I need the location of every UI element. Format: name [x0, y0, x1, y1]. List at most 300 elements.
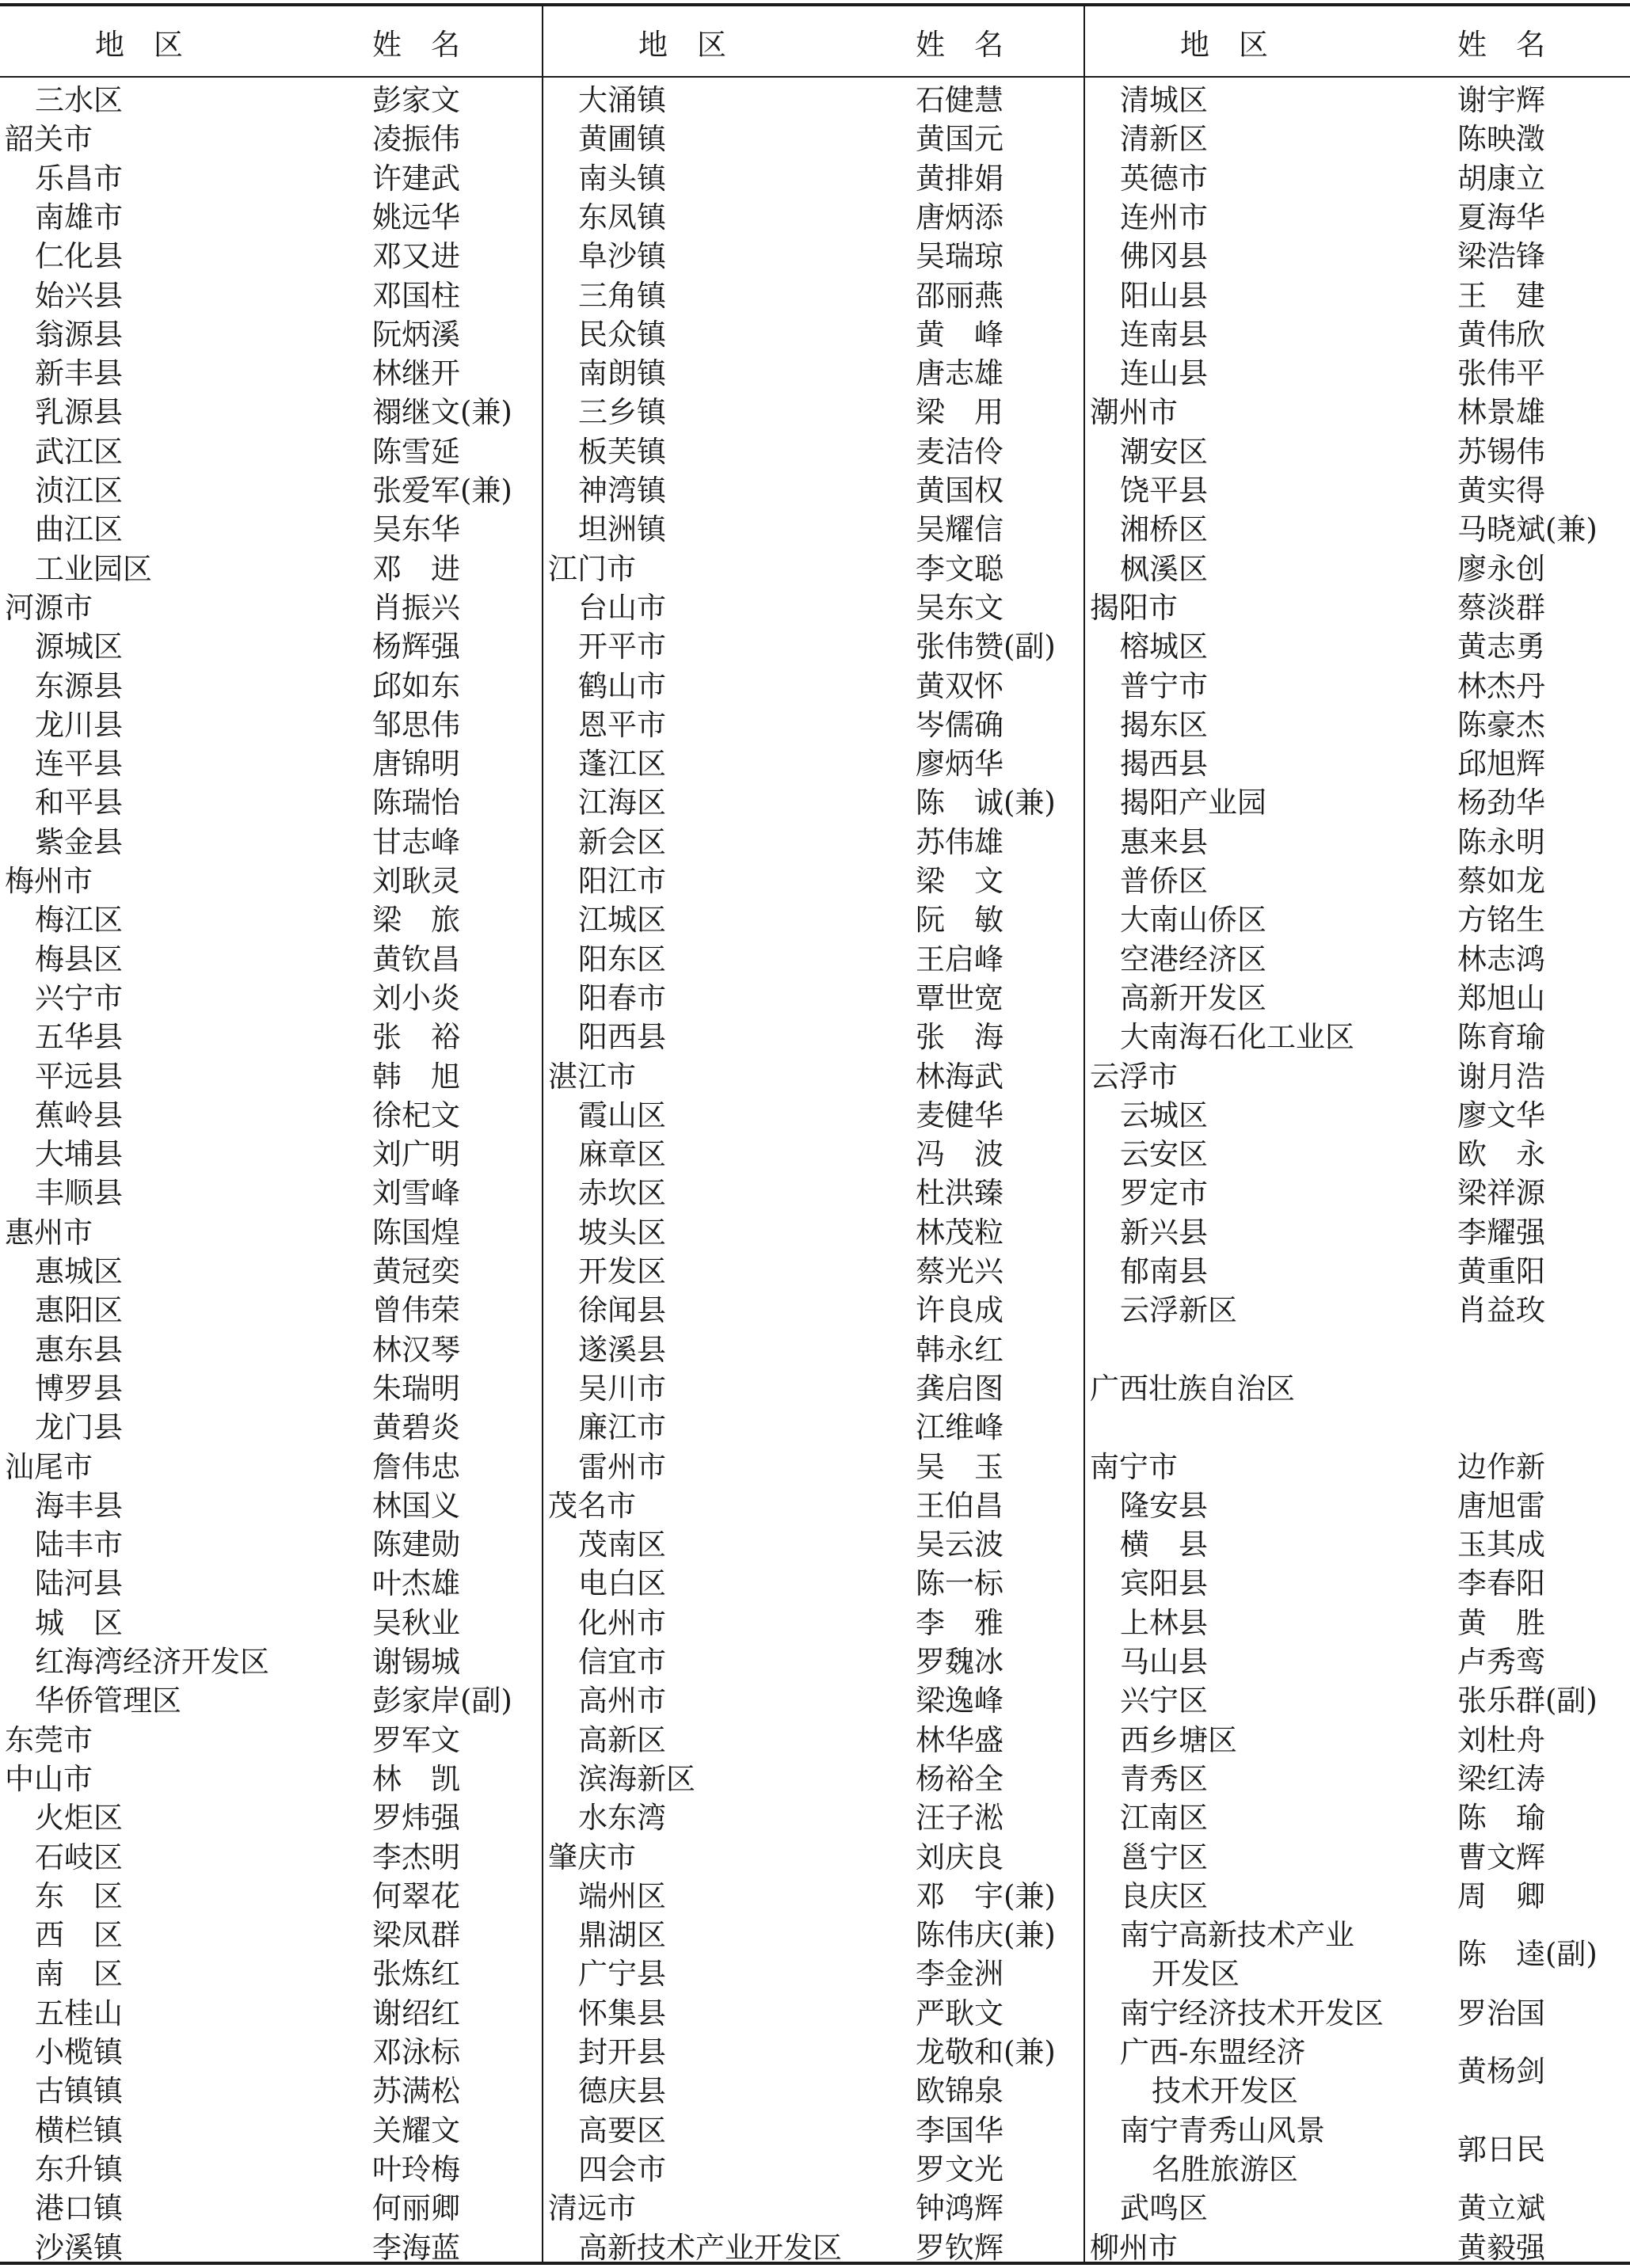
name-cell: 边作新 [1457, 1449, 1545, 1484]
table-row [1085, 900, 1627, 939]
region-cell: 武江区 [35, 434, 123, 469]
table-row [1085, 1096, 1627, 1135]
name-cell: 刘庆良 [916, 1840, 1004, 1874]
region-cell: 三水区 [35, 83, 123, 117]
table-row [543, 2150, 1085, 2189]
table-row [543, 1721, 1085, 1760]
name-cell: 邵丽燕 [916, 278, 1004, 313]
region-cell: 红海湾经济开发区 [35, 1645, 269, 1679]
region-cell: 佛冈县 [1120, 239, 1208, 274]
table-row [543, 1018, 1085, 1056]
region-cell: 蕉岭县 [35, 1098, 123, 1132]
name-cell: 何翠花 [372, 1878, 460, 1913]
name-cell: 彭家文 [372, 83, 460, 117]
table-row [543, 667, 1085, 706]
region-cell: 普侨区 [1120, 864, 1208, 898]
table-row [543, 1994, 1085, 2033]
table-row [0, 237, 542, 276]
name-cell: 唐炳添 [916, 200, 1004, 234]
table-row [1085, 1916, 1627, 1993]
table-row [543, 783, 1085, 822]
region-cell: 惠城区 [35, 1254, 123, 1288]
table-row [543, 2228, 1085, 2267]
name-cell: 苏伟雄 [916, 824, 1004, 859]
name-cell: 廖文华 [1457, 1098, 1545, 1132]
name-cell: 郑旭山 [1457, 980, 1545, 1015]
region-cell: 广西壮族自治区 [1090, 1371, 1295, 1406]
table-row [543, 1408, 1085, 1447]
region-line-continued: 名胜旅游区 [1152, 2152, 1298, 2186]
region-cell: 信宜市 [578, 1645, 666, 1679]
name-cell: 谢绍红 [372, 1996, 460, 2030]
table-row [0, 1213, 542, 1252]
name-cell: 陈育瑜 [1457, 1020, 1545, 1055]
name-cell: 黄冠奕 [372, 1254, 460, 1288]
table-row [0, 1642, 542, 1681]
table-row [1085, 979, 1627, 1018]
region-cell: 黄圃镇 [578, 122, 666, 157]
region-cell: 新兴县 [1120, 1215, 1208, 1250]
name-cell: 黄双怀 [916, 668, 1004, 703]
table-row [0, 900, 542, 939]
region-cell: 龙门县 [35, 1410, 123, 1445]
region-cell: 梅江区 [35, 903, 123, 938]
region-cell: 五华县 [35, 1020, 123, 1055]
region-cell: 西 区 [35, 1918, 123, 1953]
name-cell: 谢月浩 [1457, 1059, 1545, 1094]
name-header: 姓 名 [372, 28, 460, 62]
region-cell: 罗定市 [1120, 1176, 1208, 1211]
table-row [0, 1057, 542, 1096]
table-row [0, 432, 542, 471]
region-cell: 良庆区 [1120, 1878, 1208, 1913]
table-row [543, 276, 1085, 315]
table-row [543, 1174, 1085, 1212]
name-cell: 李耀强 [1457, 1215, 1545, 1250]
name-cell: 林志鸿 [1457, 942, 1545, 976]
region-cell: 小榄镇 [35, 2035, 123, 2069]
name-cell: 冯 波 [916, 1137, 1004, 1172]
name-cell: 邓国柱 [372, 278, 460, 313]
table-row [1085, 1213, 1627, 1252]
table-row [0, 744, 542, 783]
table-row [0, 1525, 542, 1564]
name-cell: 玉其成 [1457, 1528, 1545, 1562]
region-cell: 茂南区 [578, 1528, 666, 1562]
name-cell: 陈 逵(副) [1457, 1937, 1598, 1972]
region-cell: 龙川县 [35, 707, 123, 742]
region-cell: 云浮市 [1090, 1059, 1178, 1094]
region-cell: 霞山区 [578, 1098, 666, 1132]
region-cell: 惠州市 [5, 1215, 93, 1250]
name-cell: 梁逸峰 [916, 1684, 1004, 1718]
name-cell: 欧锦泉 [916, 2074, 1004, 2109]
name-cell: 黄毅强 [1457, 2230, 1545, 2265]
region-cell: 遂溪县 [578, 1332, 666, 1367]
name-cell: 彭家岸(副) [372, 1684, 512, 1718]
region-cell: 紫金县 [35, 824, 123, 859]
table-row [0, 1564, 542, 1603]
table-row [1085, 1057, 1627, 1096]
region-cell: 连山县 [1120, 356, 1208, 391]
region-cell: 潮州市 [1090, 395, 1178, 430]
table-row [0, 1954, 542, 1993]
name-cell: 李国华 [916, 2113, 1004, 2148]
name-cell: 林继开 [372, 356, 460, 391]
region-cell: 马山县 [1120, 1645, 1208, 1679]
table-row [0, 198, 542, 237]
table-row [543, 862, 1085, 900]
region-cell: 广宁县 [578, 1957, 666, 1992]
name-cell: 梁浩锋 [1457, 239, 1545, 274]
name-cell: 林景雄 [1457, 395, 1545, 430]
name-cell: 张爱军(兼) [372, 474, 512, 508]
name-cell: 黄排娟 [916, 161, 1004, 196]
region-cell: 郁南县 [1120, 1254, 1208, 1288]
name-cell: 唐旭雷 [1457, 1488, 1545, 1523]
name-cell: 陈 诚(兼) [916, 786, 1056, 820]
region-cell: 阳西县 [578, 1020, 666, 1055]
region-cell: 江城区 [578, 903, 666, 938]
region-cell: 韶关市 [5, 122, 93, 157]
region-cell: 阜沙镇 [578, 239, 666, 274]
region-cell: 南头镇 [578, 161, 666, 196]
name-cell: 关耀文 [372, 2113, 460, 2148]
table-row [0, 354, 542, 393]
name-cell: 周 卿 [1457, 1878, 1545, 1913]
table-row [1085, 1369, 1627, 1408]
name-cell: 李海蓝 [372, 2230, 460, 2265]
region-cell: 东 区 [35, 1878, 123, 1913]
table-row [0, 1604, 542, 1642]
region-cell: 汕尾市 [5, 1449, 93, 1484]
table-row [0, 1838, 542, 1877]
name-cell: 詹伟忠 [372, 1449, 460, 1484]
region-cell: 高新技术产业开发区 [578, 2230, 842, 2265]
name-cell: 汪子淞 [916, 1801, 1004, 1836]
table-row [0, 1408, 542, 1447]
table-row [0, 1798, 542, 1837]
table-row [543, 1330, 1085, 1369]
region-cell: 连州市 [1120, 200, 1208, 234]
name-cell: 黄国元 [916, 122, 1004, 157]
table-row [1085, 550, 1627, 588]
name-cell: 林华盛 [916, 1722, 1004, 1757]
table-row [543, 1135, 1085, 1174]
region-cell: 云浮新区 [1120, 1293, 1237, 1328]
table-row [543, 1877, 1085, 1916]
region-cell: 空港经济区 [1120, 942, 1266, 976]
table-row [0, 2189, 542, 2228]
table-row [543, 1681, 1085, 1720]
table-row [1085, 940, 1627, 979]
name-cell: 龚启图 [916, 1371, 1004, 1406]
region-cell: 清远市 [548, 2191, 636, 2226]
table-row [543, 1954, 1085, 1993]
table-row [0, 1760, 542, 1798]
name-cell: 陈建勋 [372, 1528, 460, 1562]
region-cell: 源城区 [35, 630, 123, 664]
name-cell: 阮 敏 [916, 903, 1004, 938]
name-cell: 钟鸿辉 [916, 2191, 1004, 2226]
region-cell: 江海区 [578, 786, 666, 820]
name-cell: 陈永明 [1457, 824, 1545, 859]
table-row [543, 1486, 1085, 1525]
table-row [1085, 1525, 1627, 1564]
name-cell: 黄国权 [916, 474, 1004, 508]
name-cell: 姚远华 [372, 200, 460, 234]
name-cell: 梁凤群 [372, 1918, 460, 1953]
table-row [1085, 1018, 1627, 1056]
region-cell: 陆河县 [35, 1566, 123, 1601]
table-row [0, 2228, 542, 2267]
name-cell: 严耿文 [916, 1996, 1004, 2030]
region-cell: 云城区 [1120, 1098, 1208, 1132]
region-cell: 揭阳产业园 [1120, 786, 1266, 820]
table-column-1 [0, 0, 542, 2268]
table-row [1085, 1838, 1627, 1877]
table-row [0, 862, 542, 900]
table-row [543, 1642, 1085, 1681]
table-row [543, 2072, 1085, 2110]
table-row [543, 198, 1085, 237]
region-cell: 东凤镇 [578, 200, 666, 234]
region-cell: 三乡镇 [578, 395, 666, 430]
region-cell: 枫溪区 [1120, 551, 1208, 586]
region-cell: 西乡塘区 [1120, 1722, 1237, 1757]
region-cell: 南宁经济技术开发区 [1120, 1996, 1384, 2030]
region-cell: 工业园区 [35, 551, 152, 586]
table-row [1085, 120, 1627, 158]
name-cell: 吴秋业 [372, 1605, 460, 1640]
name-cell: 陈豪杰 [1457, 707, 1545, 742]
table-row [1085, 2228, 1627, 2267]
name-cell: 吴 玉 [916, 1449, 1004, 1484]
region-cell: 阳春市 [578, 980, 666, 1015]
table-row [543, 159, 1085, 198]
table-row [0, 2111, 542, 2150]
region-cell: 东升镇 [35, 2152, 123, 2186]
table-row [0, 1330, 542, 1369]
region-cell: 宾阳县 [1120, 1566, 1208, 1601]
name-cell: 黄 胜 [1457, 1605, 1545, 1640]
name-cell: 岑儒确 [916, 707, 1004, 742]
region-cell: 普宁市 [1120, 668, 1208, 703]
name-cell: 罗军文 [372, 1722, 460, 1757]
region-cell: 火炬区 [35, 1801, 123, 1836]
name-cell: 谢锡城 [372, 1645, 460, 1679]
name-cell: 吴瑞琼 [916, 239, 1004, 274]
name-cell: 阮炳溪 [372, 317, 460, 352]
table-row [0, 823, 542, 862]
region-cell: 横栏镇 [35, 2113, 123, 2148]
table-column-3 [1085, 0, 1627, 2268]
region-cell: 大涌镇 [578, 83, 666, 117]
name-cell: 邹思伟 [372, 707, 460, 742]
name-cell: 徐杞文 [372, 1098, 460, 1132]
name-cell: 刘耿灵 [372, 864, 460, 898]
table-row [0, 393, 542, 432]
name-cell: 韩 旭 [372, 1059, 460, 1094]
table-row [543, 1291, 1085, 1330]
table-row [0, 783, 542, 822]
region-cell: 湘桥区 [1120, 512, 1208, 547]
region-cell: 兴宁市 [35, 980, 123, 1015]
table-row [1085, 1798, 1627, 1837]
table-row [0, 1369, 542, 1408]
name-cell: 欧 永 [1457, 1137, 1545, 1172]
table-row [0, 1486, 542, 1525]
name-cell: 邓又进 [372, 239, 460, 274]
name-cell: 方铭生 [1457, 903, 1545, 938]
name-cell: 许良成 [916, 1293, 1004, 1328]
region-cell: 南 区 [35, 1957, 123, 1992]
region-cell [1120, 2111, 1325, 2189]
table-row [1085, 1330, 1627, 1369]
region-cell: 曲江区 [35, 512, 123, 547]
name-cell: 肖振兴 [372, 590, 460, 625]
name-cell: 黄钦昌 [372, 942, 460, 976]
region-cell [1120, 2033, 1306, 2110]
region-cell: 仁化县 [35, 239, 123, 274]
name-cell: 梁红涛 [1457, 1761, 1545, 1796]
name-cell: 蔡光兴 [916, 1254, 1004, 1288]
name-cell: 吴耀信 [916, 512, 1004, 547]
table-row [0, 1877, 542, 1916]
table-row [0, 1721, 542, 1760]
name-cell: 麦健华 [916, 1098, 1004, 1132]
region-cell: 高要区 [578, 2113, 666, 2148]
region-header: 地 区 [1180, 28, 1268, 62]
region-cell: 连南县 [1120, 317, 1208, 352]
name-cell: 廖永创 [1457, 551, 1545, 586]
name-cell: 张 海 [916, 1020, 1004, 1055]
region-cell: 陆丰市 [35, 1528, 123, 1562]
name-cell: 陈 瑜 [1457, 1801, 1545, 1836]
region-cell: 石岐区 [35, 1840, 123, 1874]
table-row [1085, 1135, 1627, 1174]
table-row [543, 1916, 1085, 1954]
table-row [1085, 1564, 1627, 1603]
name-cell: 林杰丹 [1457, 668, 1545, 703]
region-cell: 恩平市 [578, 707, 666, 742]
table-row [543, 588, 1085, 627]
name-cell: 王伯昌 [916, 1488, 1004, 1523]
region-cell: 德庆县 [578, 2074, 666, 2109]
name-cell: 甘志峰 [372, 824, 460, 859]
table-row [543, 1057, 1085, 1096]
table-row [543, 2033, 1085, 2072]
region-cell: 兴宁区 [1120, 1684, 1208, 1718]
region-line: 广西-东盟经济 [1120, 2035, 1306, 2069]
region-cell: 海丰县 [35, 1488, 123, 1523]
region-cell: 怀集县 [578, 1996, 666, 2030]
table-row [543, 1564, 1085, 1603]
region-cell: 横 县 [1120, 1528, 1208, 1562]
region-header: 地 区 [95, 28, 183, 62]
name-cell: 刘雪峰 [372, 1176, 460, 1211]
table-row [0, 627, 542, 666]
name-cell: 林国义 [372, 1488, 460, 1523]
region-cell: 惠东县 [35, 1332, 123, 1367]
name-cell: 卢秀鸾 [1457, 1645, 1545, 1679]
region-cell: 东源县 [35, 668, 123, 703]
table-row [543, 1760, 1085, 1798]
name-cell: 廖炳华 [916, 747, 1004, 782]
region-cell: 浈江区 [35, 474, 123, 508]
region-cell: 雷州市 [578, 1449, 666, 1484]
region-cell: 青秀区 [1120, 1761, 1208, 1796]
region-cell: 湛江市 [548, 1059, 636, 1094]
table-row [1085, 1486, 1627, 1525]
region-cell: 博罗县 [35, 1371, 123, 1406]
table-row [0, 667, 542, 706]
table-row [1085, 393, 1627, 432]
region-cell: 电白区 [578, 1566, 666, 1601]
region-cell: 新丰县 [35, 356, 123, 391]
region-cell: 乐昌市 [35, 161, 123, 196]
name-cell: 梁 旅 [372, 903, 460, 938]
table-row [0, 2150, 542, 2189]
name-cell: 林海武 [916, 1059, 1004, 1094]
name-cell: 李文聪 [916, 551, 1004, 586]
name-cell: 何丽卿 [372, 2191, 460, 2226]
region-cell: 蓬江区 [578, 747, 666, 782]
region-cell: 翁源县 [35, 317, 123, 352]
region-cell: 三角镇 [578, 278, 666, 313]
name-cell: 吴东华 [372, 512, 460, 547]
name-cell: 郭日民 [1457, 2132, 1545, 2167]
region-cell: 麻章区 [578, 1137, 666, 1172]
region-cell: 上林县 [1120, 1605, 1208, 1640]
table-row [1085, 706, 1627, 744]
table-row [1085, 2189, 1627, 2228]
region-cell: 揭西县 [1120, 747, 1208, 782]
table-row [1085, 1291, 1627, 1330]
table-row [543, 354, 1085, 393]
region-cell: 邕宁区 [1120, 1840, 1208, 1874]
table-row [0, 315, 542, 354]
name-cell: 叶玲梅 [372, 2152, 460, 2186]
region-line-continued: 技术开发区 [1152, 2074, 1298, 2108]
region-cell: 高新区 [578, 1722, 666, 1757]
name-cell: 刘杜舟 [1457, 1722, 1545, 1757]
region-cell: 丰顺县 [35, 1176, 123, 1211]
table-row [0, 550, 542, 588]
name-cell: 覃世宽 [916, 980, 1004, 1015]
name-cell: 邱如东 [372, 668, 460, 703]
table-row [1085, 471, 1627, 510]
table-row [543, 1604, 1085, 1642]
table-row [0, 1681, 542, 1720]
region-cell: 沙溪镇 [35, 2230, 123, 2265]
table-row [0, 1252, 542, 1291]
table-row [0, 706, 542, 744]
name-cell: 韩永红 [916, 1332, 1004, 1367]
name-cell: 王 建 [1457, 278, 1545, 313]
table-row [543, 1369, 1085, 1408]
region-cell: 板芙镇 [578, 434, 666, 469]
table-row [543, 81, 1085, 120]
table-row [0, 471, 542, 510]
table-row [0, 510, 542, 549]
region-cell: 徐闻县 [578, 1293, 666, 1328]
region-cell [1120, 1916, 1354, 1993]
table-row [543, 432, 1085, 471]
region-cell: 江门市 [548, 551, 636, 586]
table-row [543, 315, 1085, 354]
name-cell: 张伟平 [1457, 356, 1545, 391]
